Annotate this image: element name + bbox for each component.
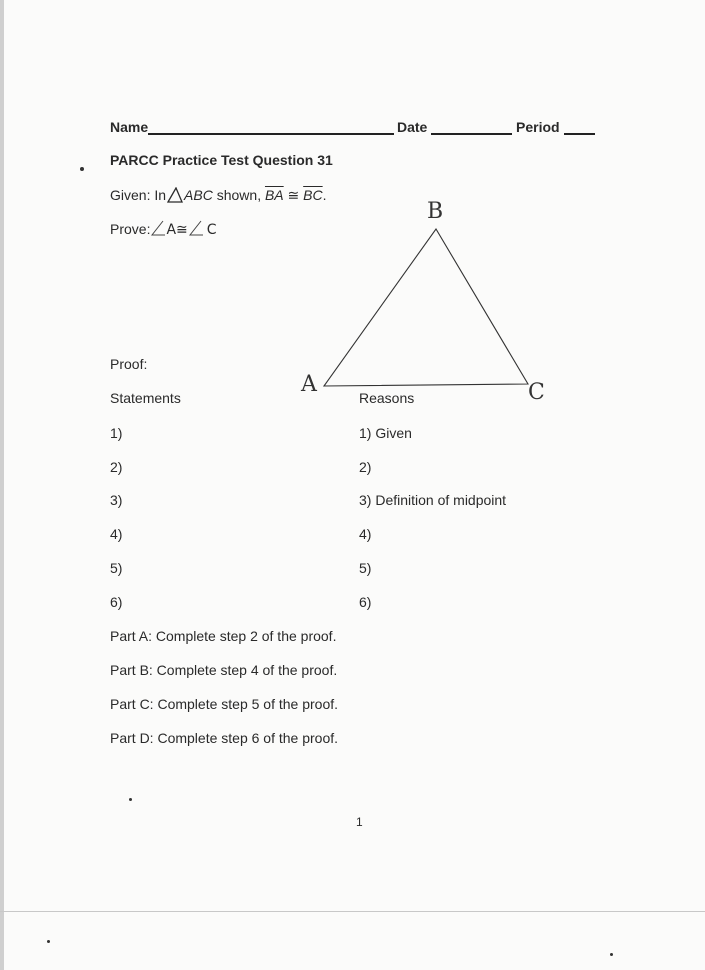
given-segment-ba: $\overline{BA}$ (264, 187, 284, 203)
reason-2[interactable]: 2) (359, 459, 372, 475)
part-d: Part D: Complete step 6 of the proof. (110, 730, 339, 746)
statement-2[interactable]: 2) (110, 459, 123, 475)
statement-3[interactable]: 3) (110, 492, 123, 508)
given-prefix: Given: In (110, 187, 167, 203)
prove-angle-c: C (206, 222, 217, 238)
proof-label: Proof: (110, 356, 148, 372)
page-number: 1 (356, 815, 363, 829)
stray-mark (610, 953, 613, 956)
stray-mark (47, 940, 50, 943)
triangle-abc-icon (324, 229, 528, 386)
period-label: Period (516, 119, 560, 135)
statements-header: Statements (110, 390, 181, 406)
statement-1[interactable]: 1) (110, 425, 123, 441)
given-congruent-symbol: ≅ (287, 187, 300, 203)
statement-4[interactable]: 4) (110, 526, 123, 542)
vertex-a-label: A (301, 372, 317, 397)
prove-prefix: Prove: (110, 221, 151, 237)
question-title: PARCC Practice Test Question 31 (110, 152, 333, 168)
given-period: . (322, 187, 327, 203)
part-c: Part C: Complete step 5 of the proof. (110, 696, 339, 712)
name-label: Name (110, 119, 149, 135)
vertex-b-label: B (427, 199, 444, 224)
prove-angle-a: A (166, 222, 177, 238)
given-triangle-name: ABC (184, 187, 213, 203)
statement-5[interactable]: 5) (110, 560, 123, 576)
given-shown: shown, (216, 187, 262, 203)
vertex-c-label: C (528, 380, 545, 405)
reasons-header: Reasons (359, 390, 415, 406)
reason-5[interactable]: 5) (359, 560, 372, 576)
part-a: Part A: Complete step 2 of the proof. (110, 628, 337, 644)
part-b: Part B: Complete step 4 of the proof. (110, 662, 338, 678)
stray-mark (129, 798, 132, 801)
reason-3[interactable]: 3) Definition of midpoint (359, 492, 507, 508)
given-segment-bc: $\overline{BC}$ (303, 187, 323, 203)
statement-6[interactable]: 6) (110, 594, 123, 610)
prove-congruent-symbol: ≅ (176, 222, 188, 238)
reason-6[interactable]: 6) (359, 594, 372, 610)
reason-4[interactable]: 4) (359, 526, 372, 542)
reason-1[interactable]: 1) Given (359, 425, 412, 441)
date-label: Date (397, 119, 428, 135)
